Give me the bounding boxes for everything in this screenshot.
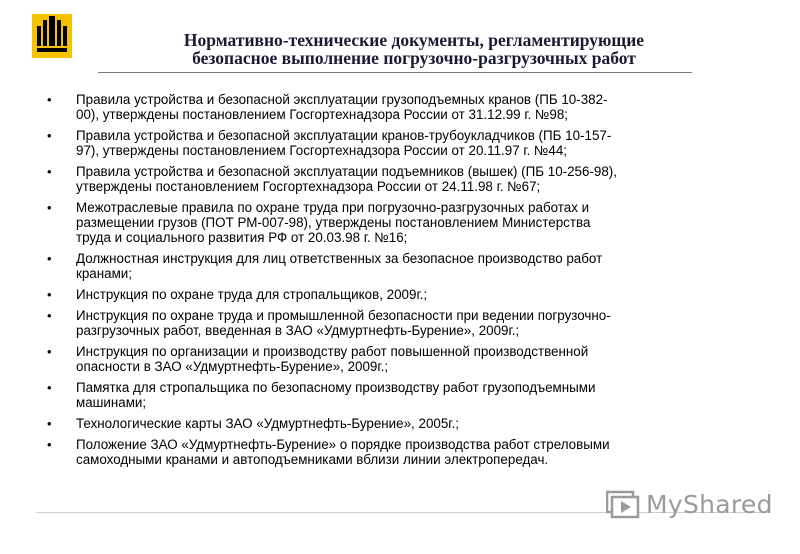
page-title-line-1: Нормативно-технические документы, регламентирующие (183, 30, 645, 50)
watermark-text: MyShared (646, 489, 773, 519)
bullet-icon: • (47, 308, 52, 323)
bullet-icon: • (47, 380, 52, 395)
list-item: • Памятка для стропальщика по безопасному производству работ грузоподъемными машинами; (47, 380, 596, 410)
bullet-icon: • (47, 437, 52, 452)
list-item: • Правила устройства и безопасной эксплуатации подъемников (вышек) (ПБ 10-256-98), утверждены постановлением Госгортехнадзора России от 24.11.98 г. №67; (47, 164, 617, 194)
bullet-icon: • (47, 251, 52, 266)
list-item: • Технологические карты ЗАО «Удмуртнефть-Бурение», 2005г.; (47, 416, 459, 431)
bullet-icon: • (47, 200, 52, 215)
myshared-logo-icon (606, 489, 640, 519)
title-divider (98, 72, 692, 73)
list-item: • Положение ЗАО «Удмуртнефть-Бурение» о порядке производства работ стреловыми самоходными кранами и автоподъемниками вблизи линии электропередач. (47, 437, 610, 467)
list-item: • Правила устройства и безопасной эксплуатации кранов-трубоукладчиков (ПБ 10-157- 97), утверждены постановлением Госгортехнадзора России от 20.11.97 г. №44; (47, 128, 612, 158)
list-item: • Межотраслевые правила по охране труда при погрузочно-разгрузочных работах и размещении грузов (ПОТ РМ-007-98), утверждены постановлением Министерства труда и социального развития РФ от 20.03.98 г. №16; (47, 200, 591, 245)
watermark (606, 489, 773, 519)
bullet-icon: • (47, 92, 52, 107)
page-title-line-2: безопасное выполнение погрузочно-разгрузочных работ (192, 48, 636, 68)
bullet-icon: • (47, 287, 52, 302)
list-item: • Инструкция по охране труда и промышленной безопасности при ведении погрузочно- разгрузочных работ, введенная в ЗАО «Удмуртнефть-Бурение», 2009г.; (47, 308, 611, 338)
bullet-icon: • (47, 344, 52, 359)
bullet-icon: • (47, 128, 52, 143)
documents-list (38, 92, 750, 473)
list-item: • Инструкция по организации и производству работ повышенной производственной опасности в ЗАО «Удмуртнефть-Бурение», 2009г.; (47, 344, 589, 374)
list-item: • Инструкция по охране труда для стропальщиков, 2009г.; (47, 287, 428, 302)
bullet-icon: • (47, 164, 52, 179)
list-item: • Должностная инструкция для лиц ответственных за безопасное производство работ кранами; (47, 251, 603, 281)
bullet-icon: • (47, 416, 52, 431)
list-item: • Правила устройства и безопасной эксплуатации грузоподъемных кранов (ПБ 10-382- 00), утверждены постановлением Госгортехнадзора России от 31.12.99 г. №98; (47, 92, 608, 122)
